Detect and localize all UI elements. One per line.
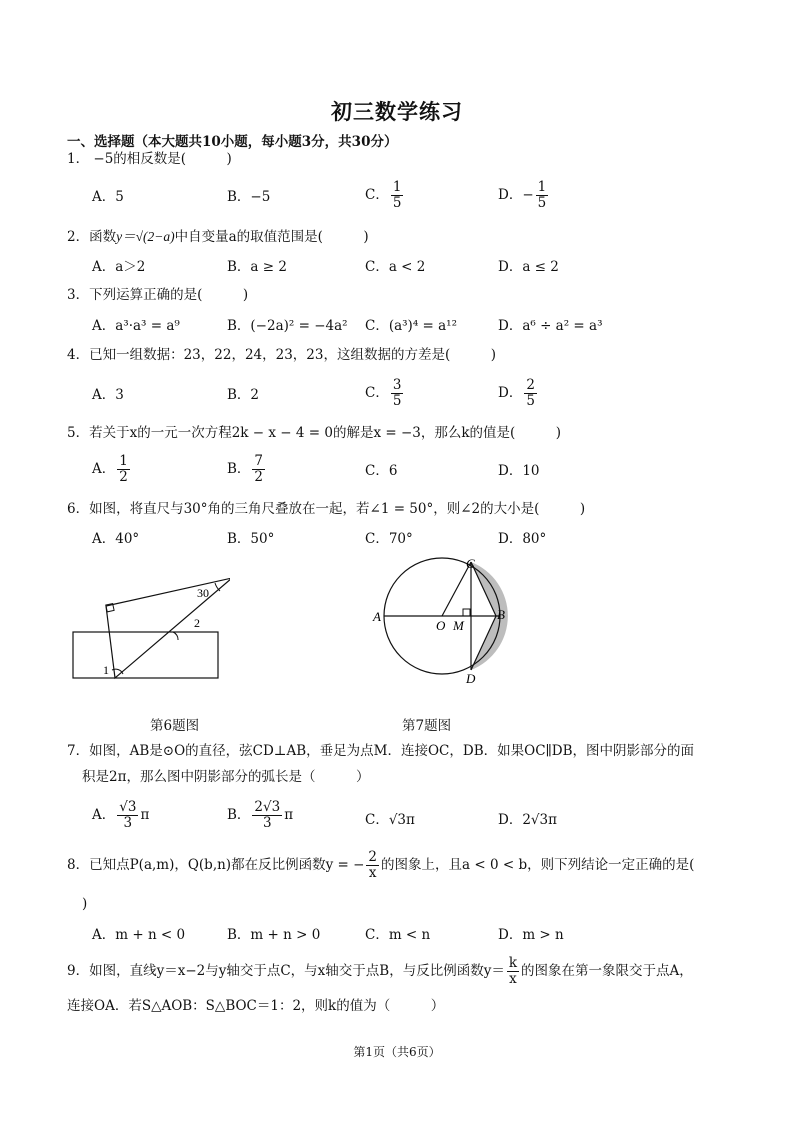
- question-9-line-1: 9．如图，直线y＝x−2与y轴交于点C，与x轴交于点B，与反比例函数y＝ $\frac{k}{x}$ 的图象在第一象限交于点A，: [67, 955, 693, 987]
- q7-option-a: A． $\frac{√3}{3}$ π: [92, 799, 150, 831]
- q4-option-b: B．2: [227, 387, 260, 403]
- q7-option-c: C．√3π: [365, 812, 415, 828]
- q7-option-b: B． $\frac{2√3}{3}$ π: [227, 799, 294, 831]
- q4-option-d: D． $\frac{2}{5}$: [498, 377, 535, 409]
- question-9-line-2: 连接OA．若S△AOB：S△BOC＝1：2，则k的值为（ ）: [67, 998, 445, 1014]
- q5-option-a: A． $\frac{1}{2}$: [92, 453, 128, 485]
- q8-option-d: D．m > n: [498, 927, 564, 943]
- q8-option-c: C．m < n: [365, 927, 431, 943]
- q8-option-a: A．m + n < 0: [92, 927, 186, 943]
- section-heading: 一、选择题（本大题共10小题，每小题3分，共30分）: [67, 134, 398, 150]
- question-8-line-2: ): [82, 896, 88, 912]
- right-angle-marker: [463, 609, 470, 616]
- question-7-line-1: 7．如图，AB是⊙O的直径，弦CD⊥AB，垂足为点M．连接OC，DB．如果OC∥DB，图中阴影部分的面: [67, 743, 694, 759]
- q2-option-a: A．a＞2: [92, 259, 146, 275]
- fig6-label-30: 30: [197, 586, 209, 600]
- question-4-stem: 4．已知一组数据：23，22，24，23，23，这组数据的方差是( ): [67, 347, 497, 363]
- q2-option-c: C．a < 2: [365, 259, 426, 275]
- q6-option-c: C．70°: [365, 531, 413, 547]
- question-2-stem: 2．函数y＝√(2−a)中自变量a的取值范围是( ): [67, 229, 369, 245]
- fig7-label-a: A: [373, 609, 381, 624]
- angle-2-arc: [173, 632, 178, 640]
- q7-option-d: D．2√3π: [498, 812, 557, 828]
- ruler-shape: [73, 632, 218, 678]
- q8-option-b: B．m + n > 0: [227, 927, 321, 943]
- triangle-shape: [106, 578, 230, 678]
- figure-7-caption: 第7题图: [402, 718, 452, 734]
- figure-7-circle: [370, 552, 520, 687]
- figure-6-ruler-triangle: [70, 570, 230, 685]
- fig7-label-b: B: [497, 607, 505, 622]
- question-5-stem: 5．若关于x的一元一次方程2k − x − 4 = 0的解是x = −3，那么k的值是( ): [67, 425, 562, 441]
- q4-option-a: A．3: [92, 387, 124, 403]
- fig7-label-m: M: [453, 618, 464, 633]
- q6-option-d: D．80°: [498, 531, 547, 547]
- question-7-line-2: 积是2π，那么图中阴影部分的弧长是（ ）: [82, 769, 370, 785]
- q6-option-a: A．40°: [92, 531, 140, 547]
- q4-option-c: C． $\frac{3}{5}$: [365, 377, 402, 409]
- question-1-stem: 1． −5的相反数是( ): [67, 151, 232, 167]
- q3-option-b: B．(−2a)² = −4a²: [227, 318, 348, 334]
- q3-option-c: C．(a³)⁴ = a¹²: [365, 318, 458, 334]
- q3-option-a: A．a³·a³ = a⁹: [92, 318, 180, 334]
- q5-option-c: C．6: [365, 463, 398, 479]
- q1-option-a: A．5: [92, 189, 124, 205]
- fig7-label-d: D: [466, 671, 476, 686]
- figure-6-caption: 第6题图: [150, 718, 200, 734]
- question-3-stem: 3．下列运算正确的是( ): [67, 287, 249, 303]
- q5-option-b: B． $\frac{7}{2}$: [227, 453, 264, 485]
- fig6-label-2: 2: [194, 616, 200, 630]
- page-footer: 第1页（共6页）: [353, 1045, 441, 1059]
- fig6-label-1: 1: [103, 663, 109, 677]
- question-6-stem: 6．如图，将直尺与30°角的三角尺叠放在一起，若∠1 = 50°，则∠2的大小是( ): [67, 501, 586, 517]
- q1-option-d: D．− $\frac{1}{5}$: [498, 179, 547, 211]
- question-8-line-1: 8．已知点P(a,m)，Q(b,n)都在反比例函数y = − $\frac{2}{x}$ 的图象上，且a < 0 < b，则下列结论一定正确的是(: [67, 849, 695, 881]
- q3-option-d: D．a⁶ ÷ a² = a³: [498, 318, 603, 334]
- q2-option-b: B．a ≥ 2: [227, 259, 287, 275]
- q2-option-d: D．a ≤ 2: [498, 259, 559, 275]
- q1-option-c: C． $\frac{1}{5}$: [365, 179, 402, 211]
- fig7-label-o: O: [436, 618, 446, 633]
- fig7-label-c: C: [466, 556, 475, 571]
- q1-option-b: B．−5: [227, 189, 271, 205]
- page-title: 初三数学练习: [331, 99, 463, 124]
- q5-option-d: D．10: [498, 463, 540, 479]
- q6-option-b: B．50°: [227, 531, 275, 547]
